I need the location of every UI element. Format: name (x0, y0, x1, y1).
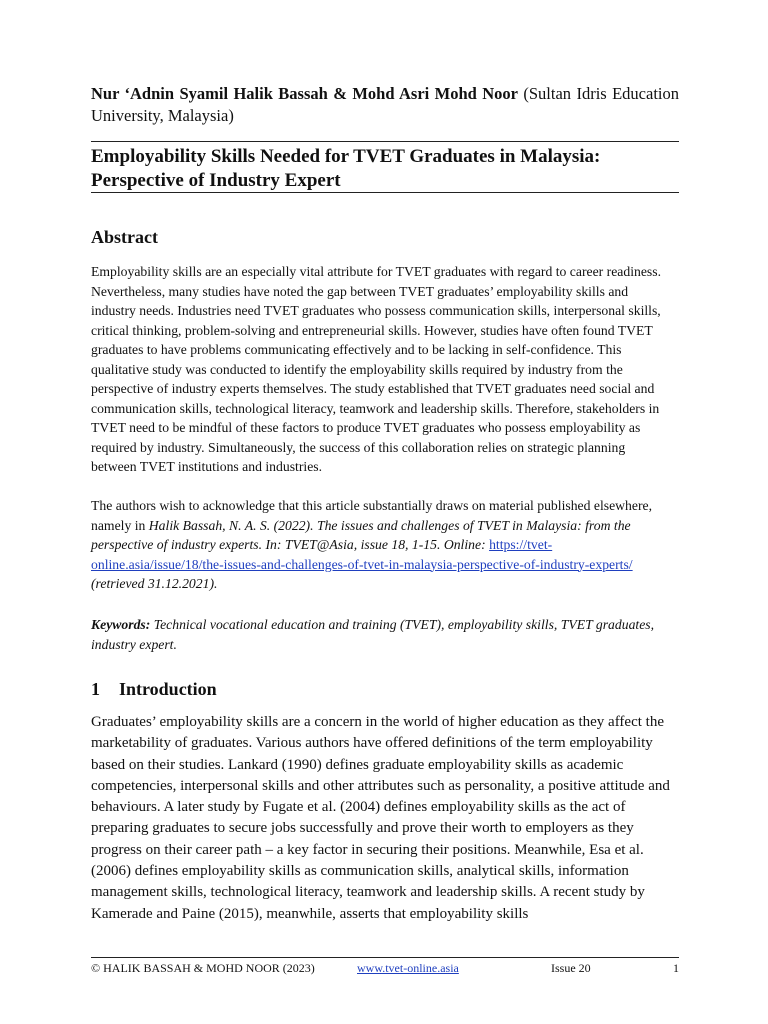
acknowledgement-citation: Halik Bassah, N. A. S. (2022). The issues and challenges of TVET in Malaysia: from the perspective of industry experts. In: TVET@Asia, issue 18, 1-15. Online: (91, 517, 631, 552)
page-number: 1 (673, 961, 679, 975)
citation-link[interactable]: https://tvet-online.asia/issue/18/the-issues-and-challenges-of-tvet-in-malaysia-perspective-of-industry-experts/ (91, 537, 633, 572)
section-title: Introduction (119, 679, 217, 699)
document-page (91, 0, 679, 1024)
title-bottom-rule (91, 192, 679, 193)
title-top-rule (91, 141, 679, 142)
introduction-heading (91, 679, 217, 700)
retrieved-date: (retrieved 31.12.2021). (91, 576, 218, 591)
footer-copyright: © HALIK BASSAH & MOHD NOOR (2023) (91, 961, 315, 975)
footer-rule (91, 957, 679, 958)
section-number: 1 (91, 679, 100, 699)
introduction-text: Graduates’ employability skills are a concern in the world of higher education as they affect the marketability of graduates. Various authors have offered definitions of the term employability based on their studies. Lankard (1990) defines graduate employability skills as academic competencies, interpersonal skills and other attributes such as personality, a positive attitude and behaviours. A later study by Fugate et al. (2004) defines employability skills as the act of preparing graduates to secure jobs successfully and prove their worth to employers as they progress on their career path – a key factor in securing their positions. Meanwhile, Esa et al. (2006) defines employability skills as communication skills, analytical skills, information management skills, technological literacy, teamwork and leadership skills. A recent study by Kamerade and Paine (2015), meanwhile, asserts that employability skills (91, 714, 670, 922)
keywords-label: Keywords: (91, 617, 151, 632)
footer-website-link[interactable]: www.tvet-online.asia (357, 961, 459, 975)
article-title: Employability Skills Needed for TVET Graduates in Malaysia: Perspective of Industry Expert (91, 146, 601, 191)
acknowledgement-lead: The authors wish to acknowledge that this article substantially draws on material published elsewhere, namely in (91, 498, 653, 533)
abstract-heading: Abstract (91, 227, 158, 247)
abstract-text: Employability skills are an especially vital attribute for TVET graduates with regard to career readiness. Nevertheless, many studies have noted the gap between TVET graduates’ employability skills and industry needs. Industries need TVET graduates who possess communication skills, interpersonal skills, critical thinking, problem-solving and entrepreneurial skills. However, studies have often found TVET graduates to have problems communicating effectively and to be lacking in self-confidence. This qualitative study was conducted to identify the employability skills required by industry from the perspective of industry experts themselves. The study established that TVET graduates need social and communication skills, technological literacy, teamwork and leadership skills. Therefore, stakeholders in TVET need to be mindful of these factors to produce TVET graduates who possess employability as required by industry. Simultaneously, the success of this collaboration relies on strategic planning between TVET institutions and industries. (91, 264, 661, 474)
keywords (91, 615, 671, 654)
author-affiliation: (Sultan Idris Education University, Malaysia) (91, 84, 679, 125)
author-names: Nur ‘Adnin Syamil Halik Bassah & Mohd Asri Mohd Noor (91, 84, 518, 103)
author-line (91, 83, 679, 127)
footer-issue: Issue 20 (551, 961, 591, 975)
keywords-text: Technical vocational education and training (TVET), employability skills, TVET graduates, industry expert. (91, 617, 655, 652)
acknowledgement (91, 496, 679, 594)
